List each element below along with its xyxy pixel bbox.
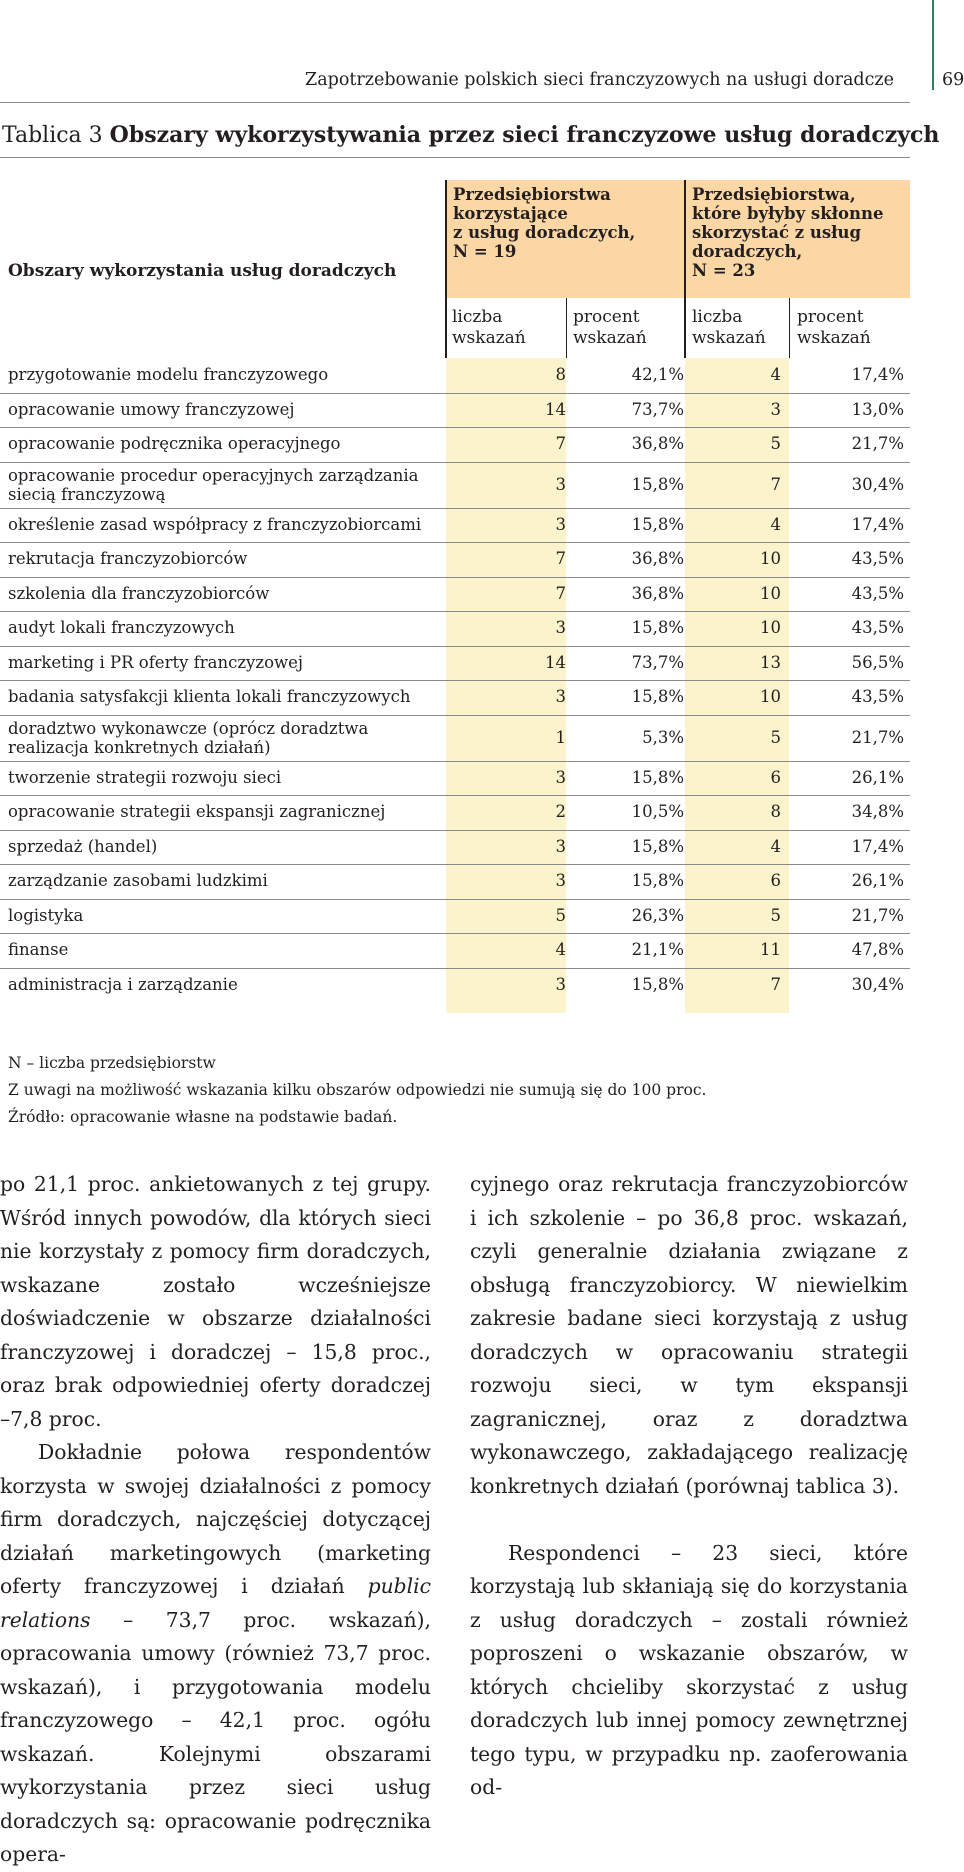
group-header-using: Przedsiębiorstwa korzystające z usług doradczych, N = 19 xyxy=(453,185,636,261)
area-cell: doradztwo wykonawcze (oprócz doradztwa realizacja konkretnych działań) xyxy=(8,718,369,757)
percent-willing-cell: 13,0% xyxy=(851,399,904,419)
table-row xyxy=(0,508,910,544)
table-title: Obszary wykorzystywania przez sieci franczyzowe usług doradczych xyxy=(109,122,940,148)
count-willing-cell: 11 xyxy=(760,940,781,960)
percent-willing-cell: 17,4% xyxy=(851,514,904,534)
percent-willing-cell: 47,8% xyxy=(851,940,904,960)
count-willing-cell: 8 xyxy=(770,802,781,822)
note-sum: Z uwagi na możliwość wskazania kilku obszarów odpowiedzi nie sumują się do 100 proc. xyxy=(8,1081,707,1099)
count-using-cell: 3 xyxy=(555,474,566,494)
count-using-cell: 14 xyxy=(545,399,566,419)
table-row xyxy=(0,427,910,463)
count-using-cell: 7 xyxy=(555,583,566,603)
count-willing-cell: 4 xyxy=(770,514,781,534)
row-header-label: Obszary wykorzystania usług doradczych xyxy=(8,261,397,281)
percent-using-cell: 15,8% xyxy=(631,514,684,534)
count-willing-cell: 10 xyxy=(760,549,781,569)
area-cell: opracowanie strategii ekspansji zagranicznej xyxy=(8,802,386,822)
area-cell: określenie zasad współpracy z franczyzobiorcami xyxy=(8,514,422,534)
count-using-cell: 2 xyxy=(555,802,566,822)
table-row xyxy=(0,830,910,866)
area-cell: finanse xyxy=(8,940,69,960)
count-using-cell: 3 xyxy=(555,687,566,707)
area-cell: marketing i PR oferty franczyzowej xyxy=(8,652,304,672)
percent-willing-cell: 21,7% xyxy=(851,727,904,747)
area-cell: rekrutacja franczyzobiorców xyxy=(8,549,248,569)
running-header: Zapotrzebowanie polskich sieci franczyzowych na usługi doradcze xyxy=(305,70,894,90)
paragraph: Respondenci – 23 sieci, które korzystają lub skłaniają się do korzystania z usług doradczych – zostali również poproszeni o wskazanie obszarów, w których chcieliby skorzystać z usług doradczych lub innej pomocy zewnętrznej tego typu, w przypadku np. zaoferowania od- xyxy=(470,1540,908,1799)
percent-willing-cell: 43,5% xyxy=(851,687,904,707)
header-divider-middle xyxy=(684,180,686,358)
count-willing-cell: 3 xyxy=(770,399,781,419)
percent-willing-cell: 43,5% xyxy=(851,549,904,569)
percent-using-cell: 15,8% xyxy=(631,836,684,856)
count-using-cell: 8 xyxy=(555,365,566,385)
percent-using-cell: 15,8% xyxy=(631,618,684,638)
area-cell: sprzedaż (handel) xyxy=(8,836,158,856)
count-using-cell: 3 xyxy=(555,514,566,534)
count-using-cell: 3 xyxy=(555,871,566,891)
body-column-right xyxy=(470,1168,908,1805)
count-willing-cell: 10 xyxy=(760,583,781,603)
percent-using-cell: 15,8% xyxy=(631,974,684,994)
table-row xyxy=(0,542,910,578)
percent-willing-cell: 17,4% xyxy=(851,836,904,856)
percent-using-cell: 15,8% xyxy=(631,871,684,891)
area-cell: logistyka xyxy=(8,905,84,925)
subheader-percent-2: procent wskazań xyxy=(797,307,871,348)
percent-willing-cell: 30,4% xyxy=(851,474,904,494)
area-cell: zarządzanie zasobami ludzkimi xyxy=(8,871,268,891)
count-using-cell: 3 xyxy=(555,974,566,994)
count-willing-cell: 4 xyxy=(770,836,781,856)
area-cell: szkolenia dla franczyzobiorców xyxy=(8,583,270,603)
count-willing-cell: 7 xyxy=(770,974,781,994)
body-column-left xyxy=(0,1168,431,1872)
table-row xyxy=(0,462,910,509)
area-cell: opracowanie procedur operacyjnych zarządzania siecią franczyzową xyxy=(8,465,419,504)
header-divider xyxy=(0,102,910,103)
paragraph: cyjnego oraz rekrutacja franczyzobiorców i ich szkolenie – po 36,8 proc. wskazań, czyli generalnie działania związane z obsługą franczyzobiorcy. W niewielkim zakresie badane sieci korzystają z usług doradczych w opracowaniu strategii rozwoju sieci, w tym ekspansji zagranicznej, oraz z doradztwa wykonawczego, zakładającego realizację konkretnych działań (porównaj tablica 3). xyxy=(470,1172,908,1498)
table-row xyxy=(0,761,910,797)
paragraph: Dokładnie połowa respondentów korzysta w swojej działalności z pomocy firm doradczych, najczęściej dotyczącej działań marketingowych (marketing oferty franczyzowej i działań public relations – 73,7 proc. wskazań), opracowania umowy (również 73,7 proc. wskazań), i przygotowania modelu franczyzowego – 42,1 proc. ogółu wskazań. Kolejnymi obszarami wykorzystania przez sieci usług doradczych są: opracowanie podręcznika opera- xyxy=(0,1440,431,1866)
page-number: 69 xyxy=(942,70,964,90)
table-row xyxy=(0,646,910,682)
table-number: Tablica 3 xyxy=(2,123,110,148)
table-row xyxy=(0,358,910,394)
table-row xyxy=(0,715,910,762)
table-row xyxy=(0,968,910,1003)
table-row xyxy=(0,611,910,647)
count-willing-cell: 5 xyxy=(770,727,781,747)
percent-willing-cell: 43,5% xyxy=(851,583,904,603)
count-using-cell: 14 xyxy=(545,652,566,672)
percent-using-cell: 36,8% xyxy=(631,583,684,603)
count-willing-cell: 6 xyxy=(770,767,781,787)
table-row xyxy=(0,680,910,716)
group-header-willing: Przedsiębiorstwa, które byłyby skłonne skorzystać z usług doradczych, N = 23 xyxy=(692,185,884,280)
count-willing-cell: 6 xyxy=(770,871,781,891)
count-using-cell: 3 xyxy=(555,767,566,787)
table-row xyxy=(0,393,910,429)
percent-using-cell: 15,8% xyxy=(631,474,684,494)
margin-rule xyxy=(932,0,934,90)
count-using-cell: 3 xyxy=(555,836,566,856)
table-row xyxy=(0,577,910,613)
table-row xyxy=(0,864,910,900)
count-willing-cell: 7 xyxy=(770,474,781,494)
count-willing-cell: 13 xyxy=(760,652,781,672)
percent-using-cell: 10,5% xyxy=(631,802,684,822)
percent-using-cell: 21,1% xyxy=(631,940,684,960)
percent-using-cell: 73,7% xyxy=(631,652,684,672)
area-cell: audyt lokali franczyzowych xyxy=(8,618,235,638)
area-cell: tworzenie strategii rozwoju sieci xyxy=(8,767,282,787)
percent-using-cell: 26,3% xyxy=(631,905,684,925)
subheader-divider-2 xyxy=(789,298,790,358)
area-cell: przygotowanie modelu franczyzowego xyxy=(8,365,329,385)
percent-willing-cell: 43,5% xyxy=(851,618,904,638)
table-row xyxy=(0,795,910,831)
table-row xyxy=(0,899,910,935)
table-caption xyxy=(2,122,939,148)
table-notes xyxy=(8,1050,706,1131)
count-using-cell: 7 xyxy=(555,549,566,569)
percent-willing-cell: 30,4% xyxy=(851,974,904,994)
percent-using-cell: 73,7% xyxy=(631,399,684,419)
paragraph: po 21,1 proc. ankietowanych z tej grupy. Wśród innych powodów, dla których sieci nie korzystały z pomocy firm doradczych, wskazane zostało wcześniejsze doświadczenie w obszarze działalności franczyzowej i doradczej – 15,8 proc., oraz brak odpowiedniej oferty doradczej –7,8 proc. xyxy=(0,1172,431,1431)
count-using-cell: 5 xyxy=(555,905,566,925)
area-cell: badania satysfakcji klienta lokali franczyzowych xyxy=(8,687,411,707)
percent-using-cell: 15,8% xyxy=(631,767,684,787)
count-willing-cell: 10 xyxy=(760,618,781,638)
count-willing-cell: 5 xyxy=(770,434,781,454)
count-using-cell: 4 xyxy=(555,940,566,960)
percent-willing-cell: 21,7% xyxy=(851,434,904,454)
table-row xyxy=(0,933,910,969)
count-willing-cell: 4 xyxy=(770,365,781,385)
note-n-definition: N – liczba przedsiębiorstw xyxy=(8,1054,216,1072)
area-cell: administracja i zarządzanie xyxy=(8,974,238,994)
caption-divider xyxy=(0,157,910,158)
count-willing-cell: 10 xyxy=(760,687,781,707)
count-using-cell: 3 xyxy=(555,618,566,638)
percent-willing-cell: 26,1% xyxy=(851,767,904,787)
percent-using-cell: 36,8% xyxy=(631,434,684,454)
count-willing-cell: 5 xyxy=(770,905,781,925)
subheader-count-2: liczba wskazań xyxy=(692,307,766,348)
percent-using-cell: 5,3% xyxy=(642,727,684,747)
percent-using-cell: 42,1% xyxy=(631,365,684,385)
header-divider-left xyxy=(445,180,447,358)
percent-using-cell: 36,8% xyxy=(631,549,684,569)
percent-using-cell: 15,8% xyxy=(631,687,684,707)
count-using-cell: 7 xyxy=(555,434,566,454)
percent-willing-cell: 34,8% xyxy=(851,802,904,822)
subheader-divider-1 xyxy=(566,298,567,358)
area-cell: opracowanie umowy franczyzowej xyxy=(8,399,295,419)
subheader-count-1: liczba wskazań xyxy=(452,307,526,348)
percent-willing-cell: 56,5% xyxy=(851,652,904,672)
note-source: Źródło: opracowanie własne na podstawie badań. xyxy=(8,1108,398,1126)
percent-willing-cell: 26,1% xyxy=(851,871,904,891)
area-cell: opracowanie podręcznika operacyjnego xyxy=(8,434,341,454)
percent-willing-cell: 17,4% xyxy=(851,365,904,385)
percent-willing-cell: 21,7% xyxy=(851,905,904,925)
count-using-cell: 1 xyxy=(555,727,566,747)
subheader-percent-1: procent wskazań xyxy=(573,307,647,348)
